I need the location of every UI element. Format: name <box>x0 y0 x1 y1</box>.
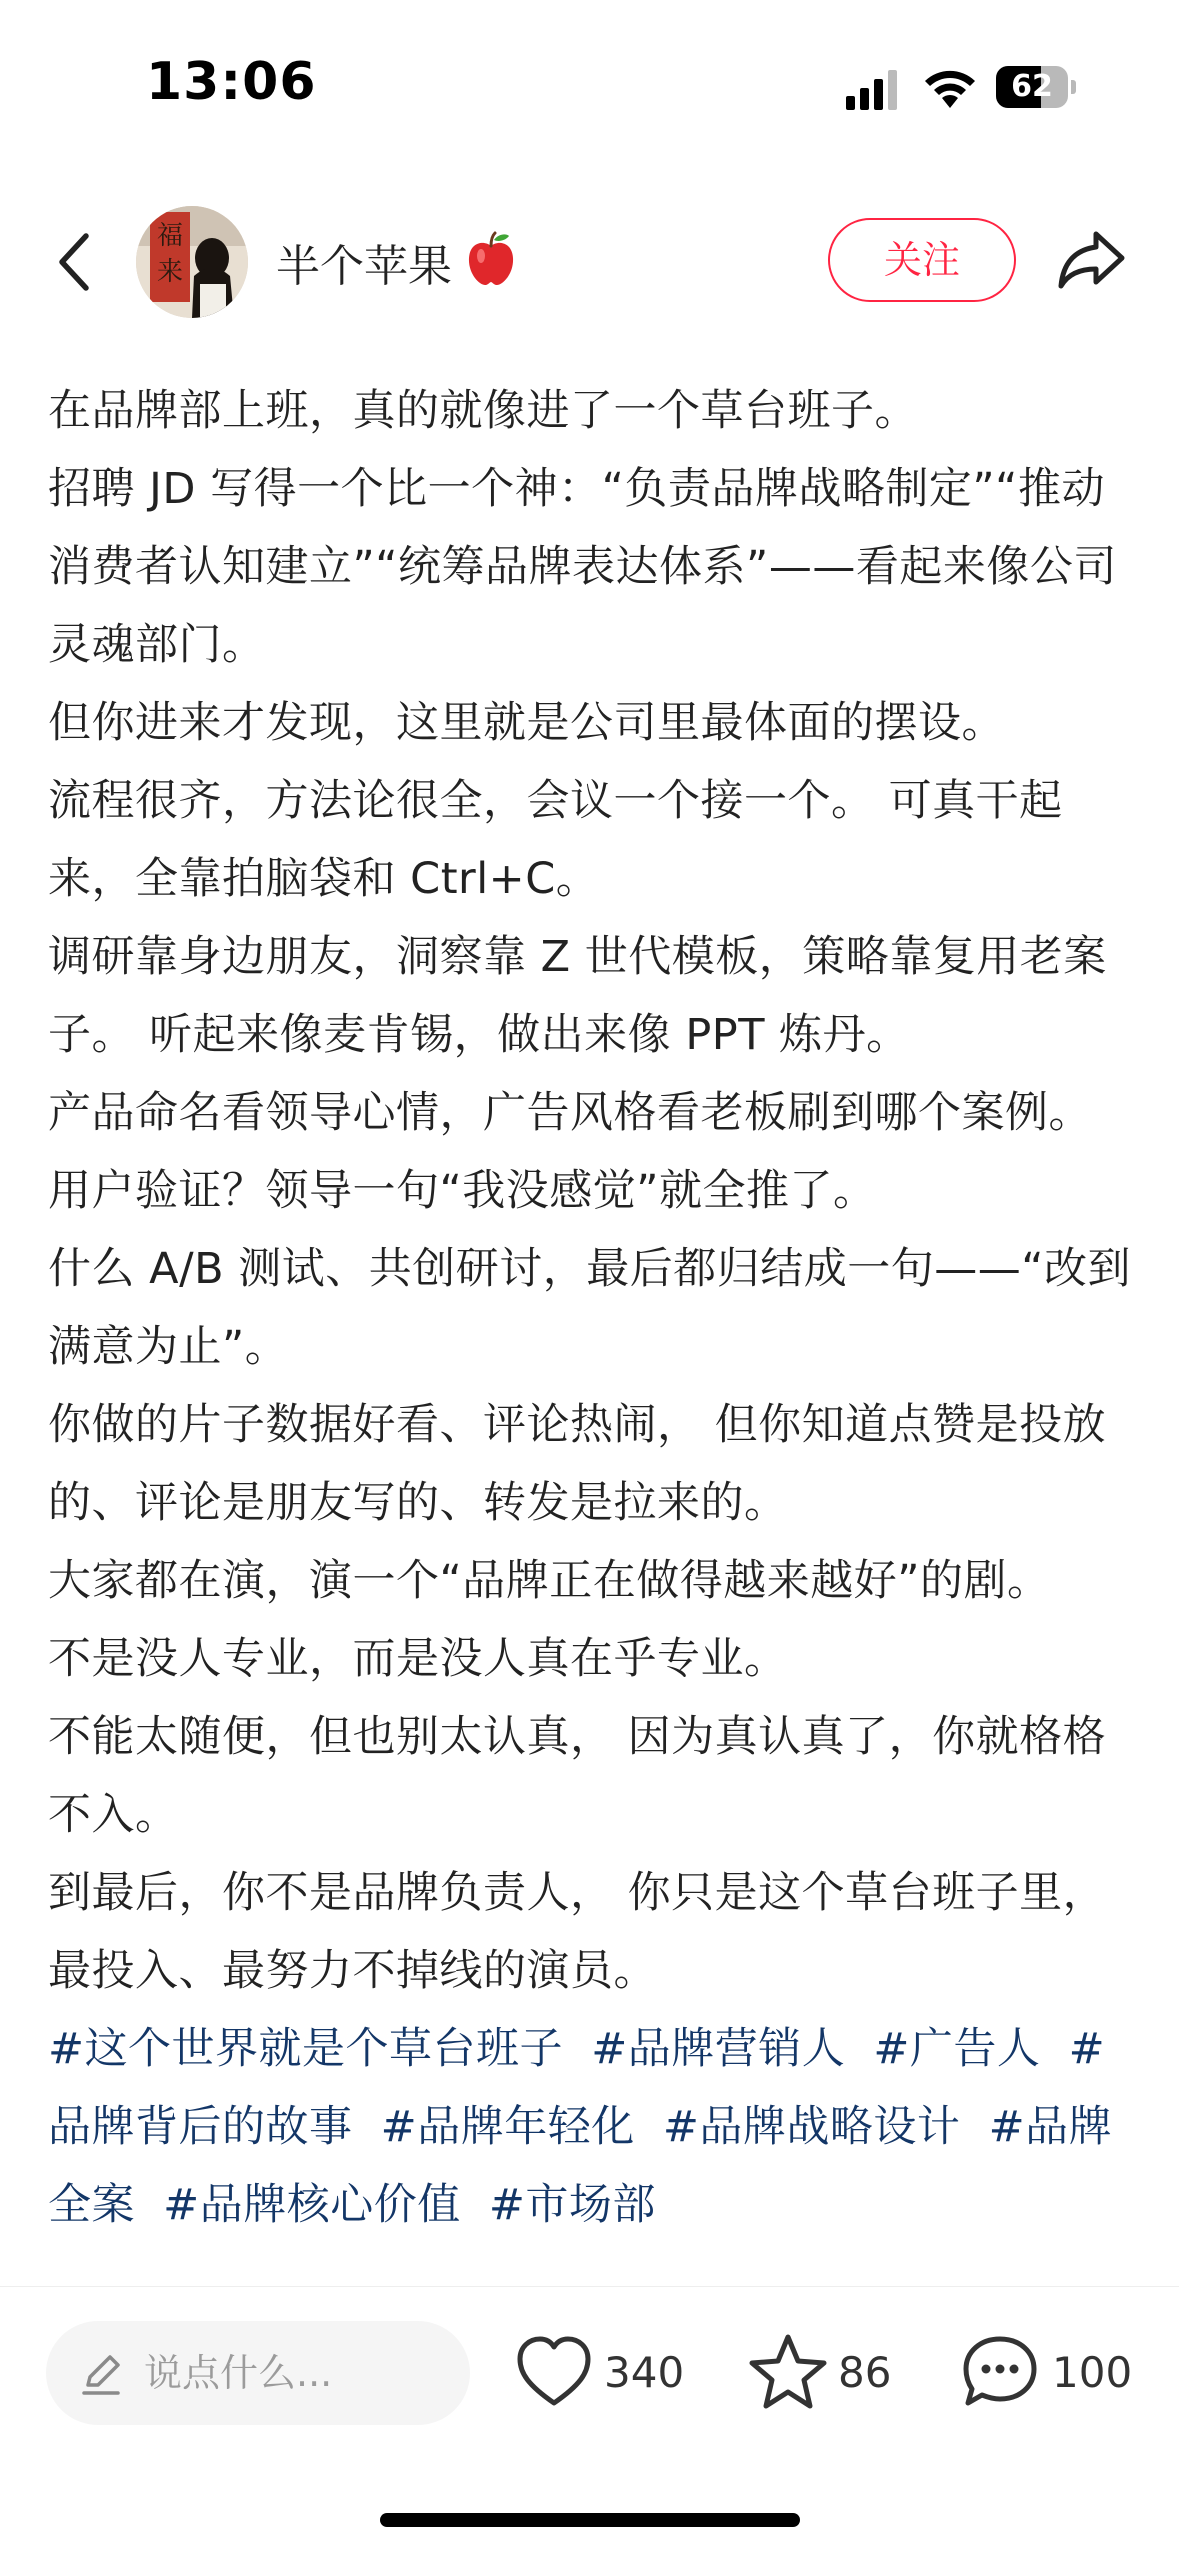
wifi-icon <box>922 66 978 108</box>
collect-button[interactable] <box>748 2331 908 2415</box>
battery-level-text: 62 <box>1011 69 1053 104</box>
author-name[interactable]: 半个苹果 <box>276 241 452 292</box>
bottom-action-bar <box>0 2286 1179 2556</box>
hashtag-link[interactable]: #品牌全案 <box>48 2102 1113 2230</box>
like-button[interactable] <box>514 2331 684 2415</box>
comment-bubble-icon <box>960 2331 1040 2415</box>
note-content <box>48 372 1138 2270</box>
status-bar <box>0 0 1179 170</box>
content-paragraph: 你做的片子数据好看、评论热闹， 但你知道点赞是投放的、评论是朋友写的、转发是拉来的。 <box>48 1400 1107 1528</box>
share-icon[interactable] <box>1056 228 1128 292</box>
content-paragraph: 产品命名看领导心情，广告风格看老板刷到哪个案例。 用户验证？领导一句“我没感觉”就全推了。 <box>48 1088 1092 1216</box>
hashtag-link[interactable]: #广告人 <box>873 2024 1041 2074</box>
home-indicator <box>380 2513 800 2527</box>
comment-placeholder: 说点什么... <box>144 2351 333 2395</box>
comment-input[interactable] <box>46 2321 470 2425</box>
content-paragraph: 流程很齐，方法论很全，会议一个接一个。 可真干起来，全靠拍脑袋和 Ctrl+C。 <box>48 776 1063 904</box>
status-time: 13:06 <box>146 52 317 112</box>
comment-button[interactable] <box>960 2331 1140 2415</box>
battery-icon <box>996 66 1076 108</box>
apple-icon <box>462 230 520 288</box>
back-icon[interactable] <box>50 230 100 294</box>
hashtag-link[interactable]: #品牌背后的故事 <box>48 2024 1106 2152</box>
content-paragraph: 不能太随便，但也别太认真， 因为真认真了，你就格格不入。 <box>48 1712 1107 1840</box>
avatar[interactable] <box>136 206 248 318</box>
comment-count: 100 <box>1052 2348 1133 2397</box>
note-header <box>0 190 1179 330</box>
hashtag-link[interactable]: #品牌核心价值 <box>163 2180 461 2230</box>
content-paragraph: 但你进来才发现，这里就是公司里最体面的摆设。 <box>48 698 1005 748</box>
hashtag-link[interactable]: #品牌营销人 <box>591 2024 846 2074</box>
content-paragraph: 到最后，你不是品牌负责人， 你只是这个草台班子里，最投入、最努力不掉线的演员。 <box>48 1868 1107 1996</box>
content-paragraph: 在品牌部上班，真的就像进了一个草台班子。 <box>48 386 918 436</box>
content-paragraph: 什么 A/B 测试、共创研讨，最后都归结成一句——“改到满意为止”。 <box>48 1244 1132 1372</box>
svg-text:福: 福 <box>156 221 184 251</box>
follow-button[interactable]: 关注 <box>828 218 1016 302</box>
star-icon <box>748 2331 828 2415</box>
svg-text:来: 来 <box>156 257 184 287</box>
hashtag-list <box>48 2010 1138 2244</box>
collect-count: 86 <box>838 2348 892 2397</box>
heart-icon <box>514 2331 594 2415</box>
hashtag-link[interactable]: #品牌战略设计 <box>662 2102 961 2152</box>
content-paragraph: 招聘 JD 写得一个比一个神：“负责品牌战略制定”“推动消费者认知建立”“统筹品牌表达体系”——看起来像公司灵魂部门。 <box>48 464 1117 670</box>
hashtag-link[interactable]: #市场部 <box>488 2180 656 2230</box>
signal-icon <box>846 70 898 110</box>
pencil-icon <box>76 2349 126 2399</box>
content-paragraph: 调研靠身边朋友，洞察靠 Z 世代模板，策略靠复用老案子。 听起来像麦肯锡，做出来像 PPT 炼丹。 <box>48 932 1107 1060</box>
content-paragraph: 大家都在演，演一个“品牌正在做得越来越好”的剧。 <box>48 1556 1051 1606</box>
hashtag-link[interactable]: #品牌年轻化 <box>380 2102 635 2152</box>
like-count: 340 <box>604 2348 685 2397</box>
hashtag-link[interactable]: #这个世界就是个草台班子 <box>48 2024 564 2074</box>
content-paragraph: 不是没人专业，而是没人真在乎专业。 <box>48 1634 788 1684</box>
